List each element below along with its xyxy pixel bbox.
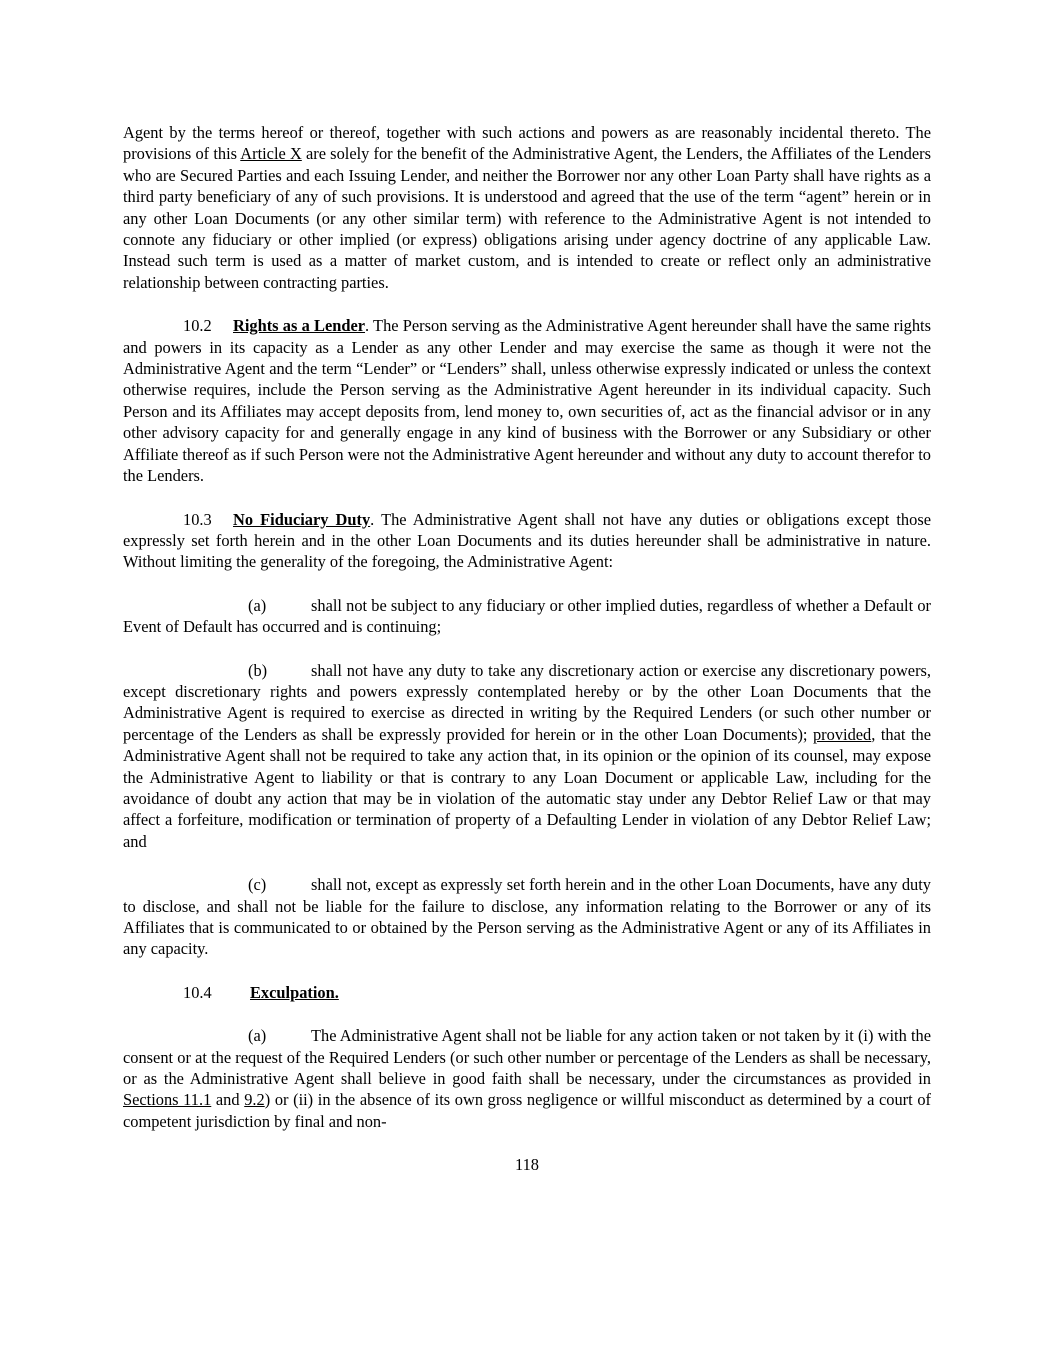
body-text: and <box>211 1090 245 1110</box>
section-number: 10.3 <box>183 509 212 529</box>
body-text: ) or (ii) in the absence of its own gross negligence or willful misconduct as determined by a court of competent jurisdiction by final and non- <box>123 1090 931 1131</box>
paragraph-article-x-continuation <box>123 122 931 293</box>
body-text: , that the Administrative Agent shall not be required to take any action that, in its opinion or the opinion of its counsel, may expose the Administrative Agent to liability or that is contrary to any Loan Document or applicable Law, including for the avoidance of doubt any action that may be in violation of the automatic stay under any Debtor Relief Law or that may affect a forfeiture, modification or termination of property of a Defaulting Lender in violation of any Debtor Relief Law; and <box>123 724 931 851</box>
section-title: Rights as a Lender <box>233 316 366 336</box>
body-text: are solely for the benefit of the Administrative Agent, the Lenders, the Affiliates of the Lenders who are Secured Parties and each Issuing Lender, and neither the Borrower nor any other Loan Party shall have rights as a third party beneficiary of any of such provisions. It is understood and agreed that the use of the term “agent” herein or in any other Loan Documents (or any other similar term) with reference to the Administrative Agent is not intended to connote any fiduciary or other implied (or express) obligations arising under agency doctrine of any applicable Law. Instead such term is used as a matter of market custom, and is intended to create or reflect only an administrative relationship between contracting parties. <box>123 144 931 292</box>
subparagraph-label: (b) <box>248 660 268 680</box>
sections-11-1-reference: Sections 11.1 <box>123 1090 212 1110</box>
section-10-3-no-fiduciary-duty <box>123 509 931 573</box>
body-text: Agent by the terms hereof or thereof, together with such actions and powers as are reasonably incidental thereto. The provisions of this <box>123 123 931 164</box>
provided-term: provided <box>812 724 872 744</box>
body-text: shall not, except as expressly set forth herein and in the other Loan Documents, have any duty to disclose, and shall not be liable for the failure to disclose, any information relating to the Borrower or any of its Affiliates that is communicated to or obtained by the Person serving as the Administrative Agent or any of its Affiliates in any capacity. <box>123 875 931 959</box>
section-title: Exculpation. <box>250 982 339 1002</box>
body-text: . The Administrative Agent shall not have any duties or obligations except those expressly set forth herein and in the other Loan Documents and its duties hereunder shall be administrative in nature. Without limiting the generality of the foregoing, the Administrative Agent: <box>123 509 931 572</box>
subparagraph-label: (a) <box>248 595 267 615</box>
subparagraph-b <box>123 660 931 853</box>
section-9-2-reference: 9.2 <box>244 1090 265 1110</box>
page-number-text: 118 <box>515 1155 539 1175</box>
subparagraph-label: (a) <box>248 1026 267 1046</box>
section-10-2-rights-as-a-lender <box>123 315 931 486</box>
subparagraph-c <box>123 874 931 960</box>
page-number <box>123 1154 931 1175</box>
subparagraph-label: (c) <box>248 875 267 895</box>
body-text: shall not have any duty to take any discretionary action or exercise any discretionary powers, except discretionary rights and powers expressly contemplated hereby or by the other Loan Documents that the Administrative Agent is required to exercise as directed in writing by the Required Lenders (or such other number or percentage of the Lenders as shall be expressly provided for herein or in the other Loan Documents); <box>123 660 931 744</box>
section-number: 10.2 <box>183 316 212 336</box>
body-text: The Administrative Agent shall not be liable for any action taken or not taken by it (i) with the consent or at the request of the Required Lenders (or such other number or percentage of the Lenders as shall be necessary, or as the Administrative Agent shall believe in good faith shall be necessary, under the circumstances as provided in <box>123 1026 931 1089</box>
subparagraph-a <box>123 595 931 638</box>
subparagraph-exculpation-a <box>123 1025 931 1132</box>
article-x-reference: Article X <box>240 144 302 164</box>
section-title: No Fiduciary Duty <box>233 509 371 529</box>
section-10-4-exculpation <box>123 982 931 1003</box>
section-number: 10.4 <box>183 982 212 1002</box>
body-text: shall not be subject to any fiduciary or other implied duties, regardless of whether a Default or Event of Default has occurred and is continuing; <box>123 595 931 637</box>
body-text: . The Person serving as the Administrative Agent hereunder shall have the same rights and powers in its capacity as a Lender as any other Lender and may exercise the same as though it were not the Administrative Agent and the term “Lender” or “Lenders” shall, unless otherwise expressly indicated or unless the context otherwise requires, include the Person serving as the Administrative Agent hereunder in its individual capacity. Such Person and its Affiliates may accept deposits from, lend money to, own securities of, act as the financial advisor or in any other advisory capacity for and generally engage in any kind of business with the Borrower or any Subsidiary or other Affiliate thereof as if such Person were not the Administrative Agent hereunder and without any duty to account therefor to the Lenders. <box>123 316 931 486</box>
